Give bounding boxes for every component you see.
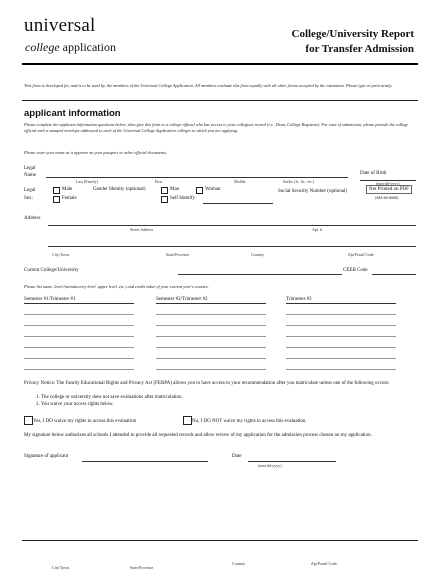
semester-2-row[interactable] <box>156 358 266 359</box>
applicant-instructions: Please complete the applicant information questions below; then give this form to a college official who has access to your collegiate record (i.e., Dean, College Registrar). For ease of submission, please provide the college official with a stamped envelope addressed to each of the Universal College Application colleges to which you are applying. <box>24 122 409 133</box>
address-label: Address <box>24 216 41 221</box>
yes-waive-label: Yes, I DO waive my rights to access this evaluation <box>33 419 137 424</box>
male-checkbox[interactable] <box>53 187 60 194</box>
apt-label: Apt. # <box>312 227 322 232</box>
yes-waive-checkbox[interactable] <box>24 416 33 425</box>
semester-2-row[interactable] <box>156 336 266 337</box>
self-identify-input[interactable] <box>203 203 273 204</box>
legal-sex-label: Legal Sex: <box>24 188 36 201</box>
semester-1-row[interactable] <box>24 336 134 337</box>
ceeb-input[interactable] <box>372 274 416 275</box>
logo-application: application <box>62 40 116 54</box>
intro-note: This form is developed for, and is to be used by, the members of the Universal College Application. All members evaluate this form equally with all other forms accepted by the institution. Please type or print neatly. <box>24 83 393 88</box>
privacy-notice: Privacy Notice: The Family Educational Rights and Privacy Act (FERPA) allows you to have access to your recommendation after you matriculate unless one of the following occurs: <box>24 381 390 386</box>
trimester-3-column <box>286 297 396 370</box>
woman-checkbox[interactable] <box>196 187 203 194</box>
semester-2-label: Semester #2/Trimester #2 <box>156 297 266 304</box>
ssn-not-printed-field[interactable]: Not Printed on PDF <box>366 185 412 194</box>
semester-1-row[interactable] <box>24 358 134 359</box>
trimester-3-row[interactable] <box>286 325 396 326</box>
street-address-input[interactable] <box>48 225 416 226</box>
legal-name-input[interactable] <box>46 177 348 178</box>
self-identify-label: Self Identify <box>170 196 196 201</box>
trimester-3-label: Trimester #3 <box>286 297 396 304</box>
middle-name-label: Middle <box>234 179 246 184</box>
trimester-3-row[interactable] <box>286 347 396 348</box>
current-college-input[interactable] <box>178 274 342 275</box>
applicant-heading: applicant information <box>24 108 121 119</box>
street-address-label: Street Address <box>130 227 154 232</box>
semester-2-column <box>156 297 266 370</box>
authorization-text: My signature below authorizes all schools I attended to provide all requested records and allow review of my application for the admission process chosen on my application. <box>24 433 372 438</box>
date-label: Date <box>232 454 242 459</box>
trimester-3-row[interactable] <box>286 369 396 370</box>
man-label: Man <box>170 187 180 192</box>
man-checkbox[interactable] <box>161 187 168 194</box>
semester-1-row[interactable] <box>24 369 134 370</box>
first-name-label: First <box>155 179 163 184</box>
zip-label: Zip/Postal Code <box>348 252 374 257</box>
semester-1-row[interactable] <box>24 314 134 315</box>
trimester-3-row[interactable] <box>286 314 396 315</box>
bottom-address-line[interactable] <box>22 540 418 541</box>
intro-divider <box>22 100 418 101</box>
footer-state-label: State/Province <box>130 565 154 570</box>
semester-1-column <box>24 297 134 370</box>
current-college-label: Current College/University <box>24 268 79 273</box>
logo-college: college <box>25 40 60 54</box>
course-note: Please list name, level (introductory level, upper level, etc.) and credit value of your current year's courses. <box>24 284 209 289</box>
semester-1-row[interactable] <box>24 347 134 348</box>
logo-college-application <box>25 40 116 55</box>
privacy-item-2: 2. You waive your access rights below. <box>36 402 114 407</box>
male-label: Male <box>62 187 73 192</box>
no-waive-label: No, I DO NOT waive my rights to access this evaluation. <box>192 419 307 424</box>
semester-2-row[interactable] <box>156 314 266 315</box>
semester-2-row[interactable] <box>156 347 266 348</box>
report-title-line2: for Transfer Admission <box>305 43 414 55</box>
date-input[interactable] <box>248 461 336 462</box>
suffix-label: Suffix (Jr., Sr., etc.) <box>283 179 315 184</box>
date-format: (mm-dd-yyyy) <box>258 463 282 468</box>
country-label: Country <box>251 252 265 257</box>
self-identify-checkbox[interactable] <box>161 196 168 203</box>
trimester-3-row[interactable] <box>286 358 396 359</box>
privacy-item-1: 1. The college or university does not save evaluations after matriculation. <box>36 395 183 400</box>
report-title-line1: College/University Report <box>291 28 414 40</box>
gender-identity-label: Gender Identity (optional) <box>93 187 146 192</box>
logo-universal: universal <box>24 15 96 36</box>
semester-1-row[interactable] <box>24 325 134 326</box>
footer-city-label: City/Town <box>52 565 70 570</box>
dob-label: Date of Birth <box>360 171 387 176</box>
report-title <box>292 27 415 57</box>
state-label: State/Province <box>166 252 190 257</box>
legal-name-label: Legal Name <box>24 166 36 178</box>
footer-country-label: Country <box>232 561 246 566</box>
trimester-3-row[interactable] <box>286 336 396 337</box>
semester-2-row[interactable] <box>156 325 266 326</box>
passport-note: Please enter your name as it appears on your passport or other official documents. <box>24 150 167 155</box>
semester-2-row[interactable] <box>156 369 266 370</box>
dob-format: (mm-dd-yyyy) <box>376 181 400 186</box>
city-state-input[interactable] <box>48 246 416 247</box>
ssn-label: Social Security Number (optional) <box>278 189 348 194</box>
ssn-format: (###-##-####) <box>375 195 399 200</box>
signature-label: Signature of applicant <box>24 454 69 459</box>
semester-1-label: Semester #1/Trimester #1 <box>24 297 134 304</box>
signature-input[interactable] <box>82 461 208 462</box>
city-label: City/Town <box>52 252 70 257</box>
female-checkbox[interactable] <box>53 196 60 203</box>
footer-zip-label: Zip/Postal Code <box>311 561 337 566</box>
header-divider <box>22 63 418 65</box>
woman-label: Woman <box>205 187 221 192</box>
no-waive-checkbox[interactable] <box>183 416 192 425</box>
ceeb-label: CEEB Code <box>343 268 368 273</box>
last-name-label: Last (Family) <box>76 179 98 184</box>
female-label: Female <box>62 196 77 201</box>
